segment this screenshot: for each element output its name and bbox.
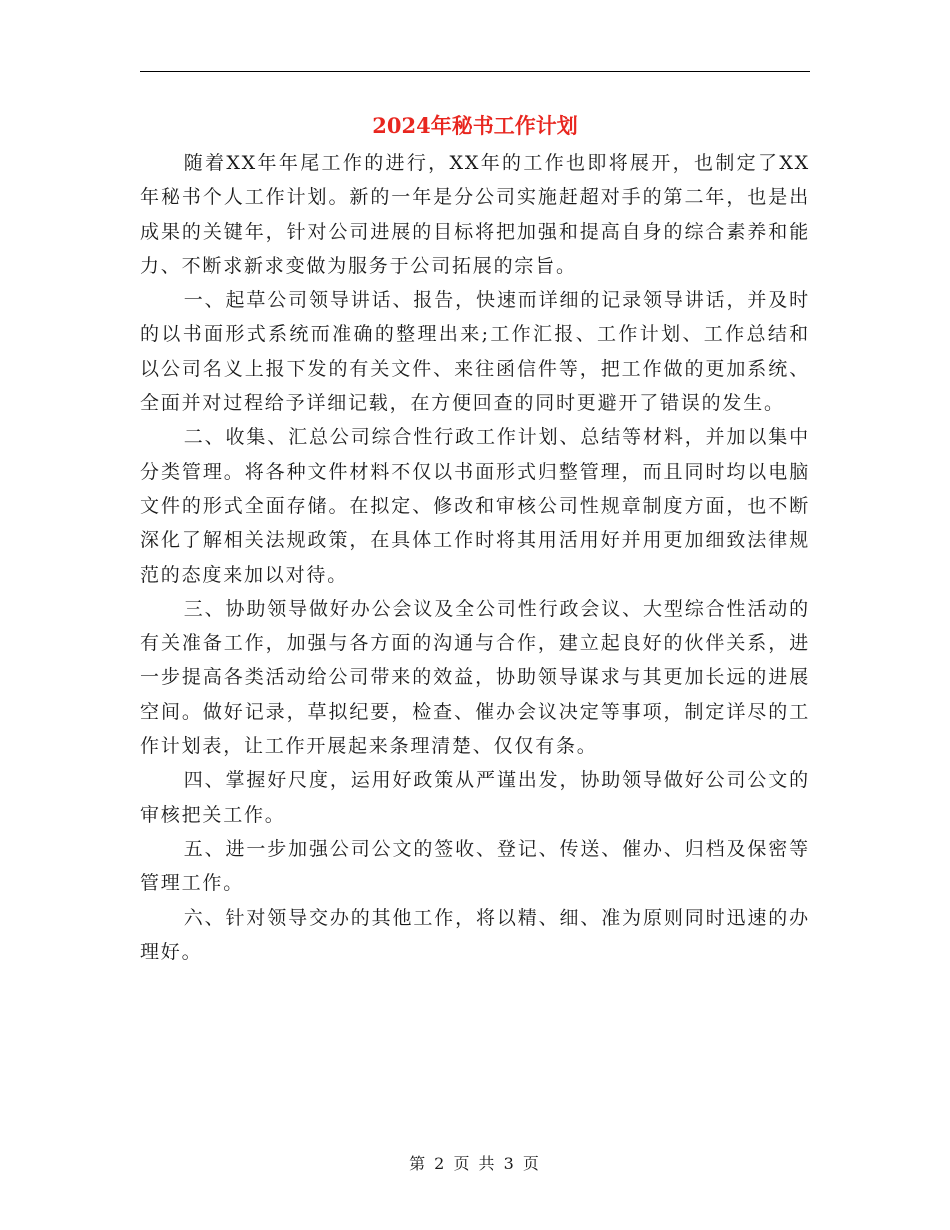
document-body [140,146,810,969]
page-number-footer: 第 2 页 共 3 页 [409,1154,541,1173]
paragraph-item-4: 四、掌握好尺度，运用好政策从严谨出发，协助领导做好公司公文的审核把关工作。 [140,769,810,826]
paragraph-item-6: 六、针对领导交办的其他工作，将以精、细、准为原则同时迅速的办理好。 [140,906,810,963]
header-rule [140,71,810,72]
paragraph-item-3: 三、协助领导做好办公会议及全公司性行政会议、大型综合性活动的有关准备工作，加强与各方面的沟通与合作，建立起良好的伙伴关系，进一步提高各类活动给公司带来的效益，协助领导谋求与其更加长远的进展空间。做好记录，草拟纪要，检查、催办会议决定等事项，制定详尽的工作计划表，让工作开展起来条理清楚、仅仅有条。 [140,597,810,758]
document-title: 2024年秘书工作计划 [372,113,578,138]
paragraph-intro: 随着XX年年尾工作的进行，XX年的工作也即将展开，也制定了XX年秘书个人工作计划。新的一年是分公司实施赶超对手的第二年，也是出成果的关键年，针对公司进展的目标将把加强和提高自身的综合素养和能力、不断求新求变做为服务于公司拓展的宗旨。 [140,152,810,277]
paragraph-item-2: 二、收集、汇总公司综合性行政工作计划、总结等材料，并加以集中分类管理。将各种文件材料不仅以书面形式归整管理，而且同时均以电脑文件的形式全面存储。在拟定、修改和审核公司性规章制度方面，也不断深化了解相关法规政策，在具体工作时将其用活用好并用更加细致法律规范的态度来加以对待。 [140,426,810,586]
paragraph-item-5: 五、进一步加强公司公文的签收、登记、传送、催办、归档及保密等管理工作。 [140,837,810,895]
paragraph-item-1: 一、起草公司领导讲话、报告，快速而详细的记录领导讲话，并及时的以书面形式系统而准确的整理出来;工作汇报、工作计划、工作总结和以公司名义上报下发的有关文件、来往函信件等，把工作做的更加系统、全面并对过程给予详细记载，在方便回查的同时更避开了错误的发生。 [140,289,810,415]
